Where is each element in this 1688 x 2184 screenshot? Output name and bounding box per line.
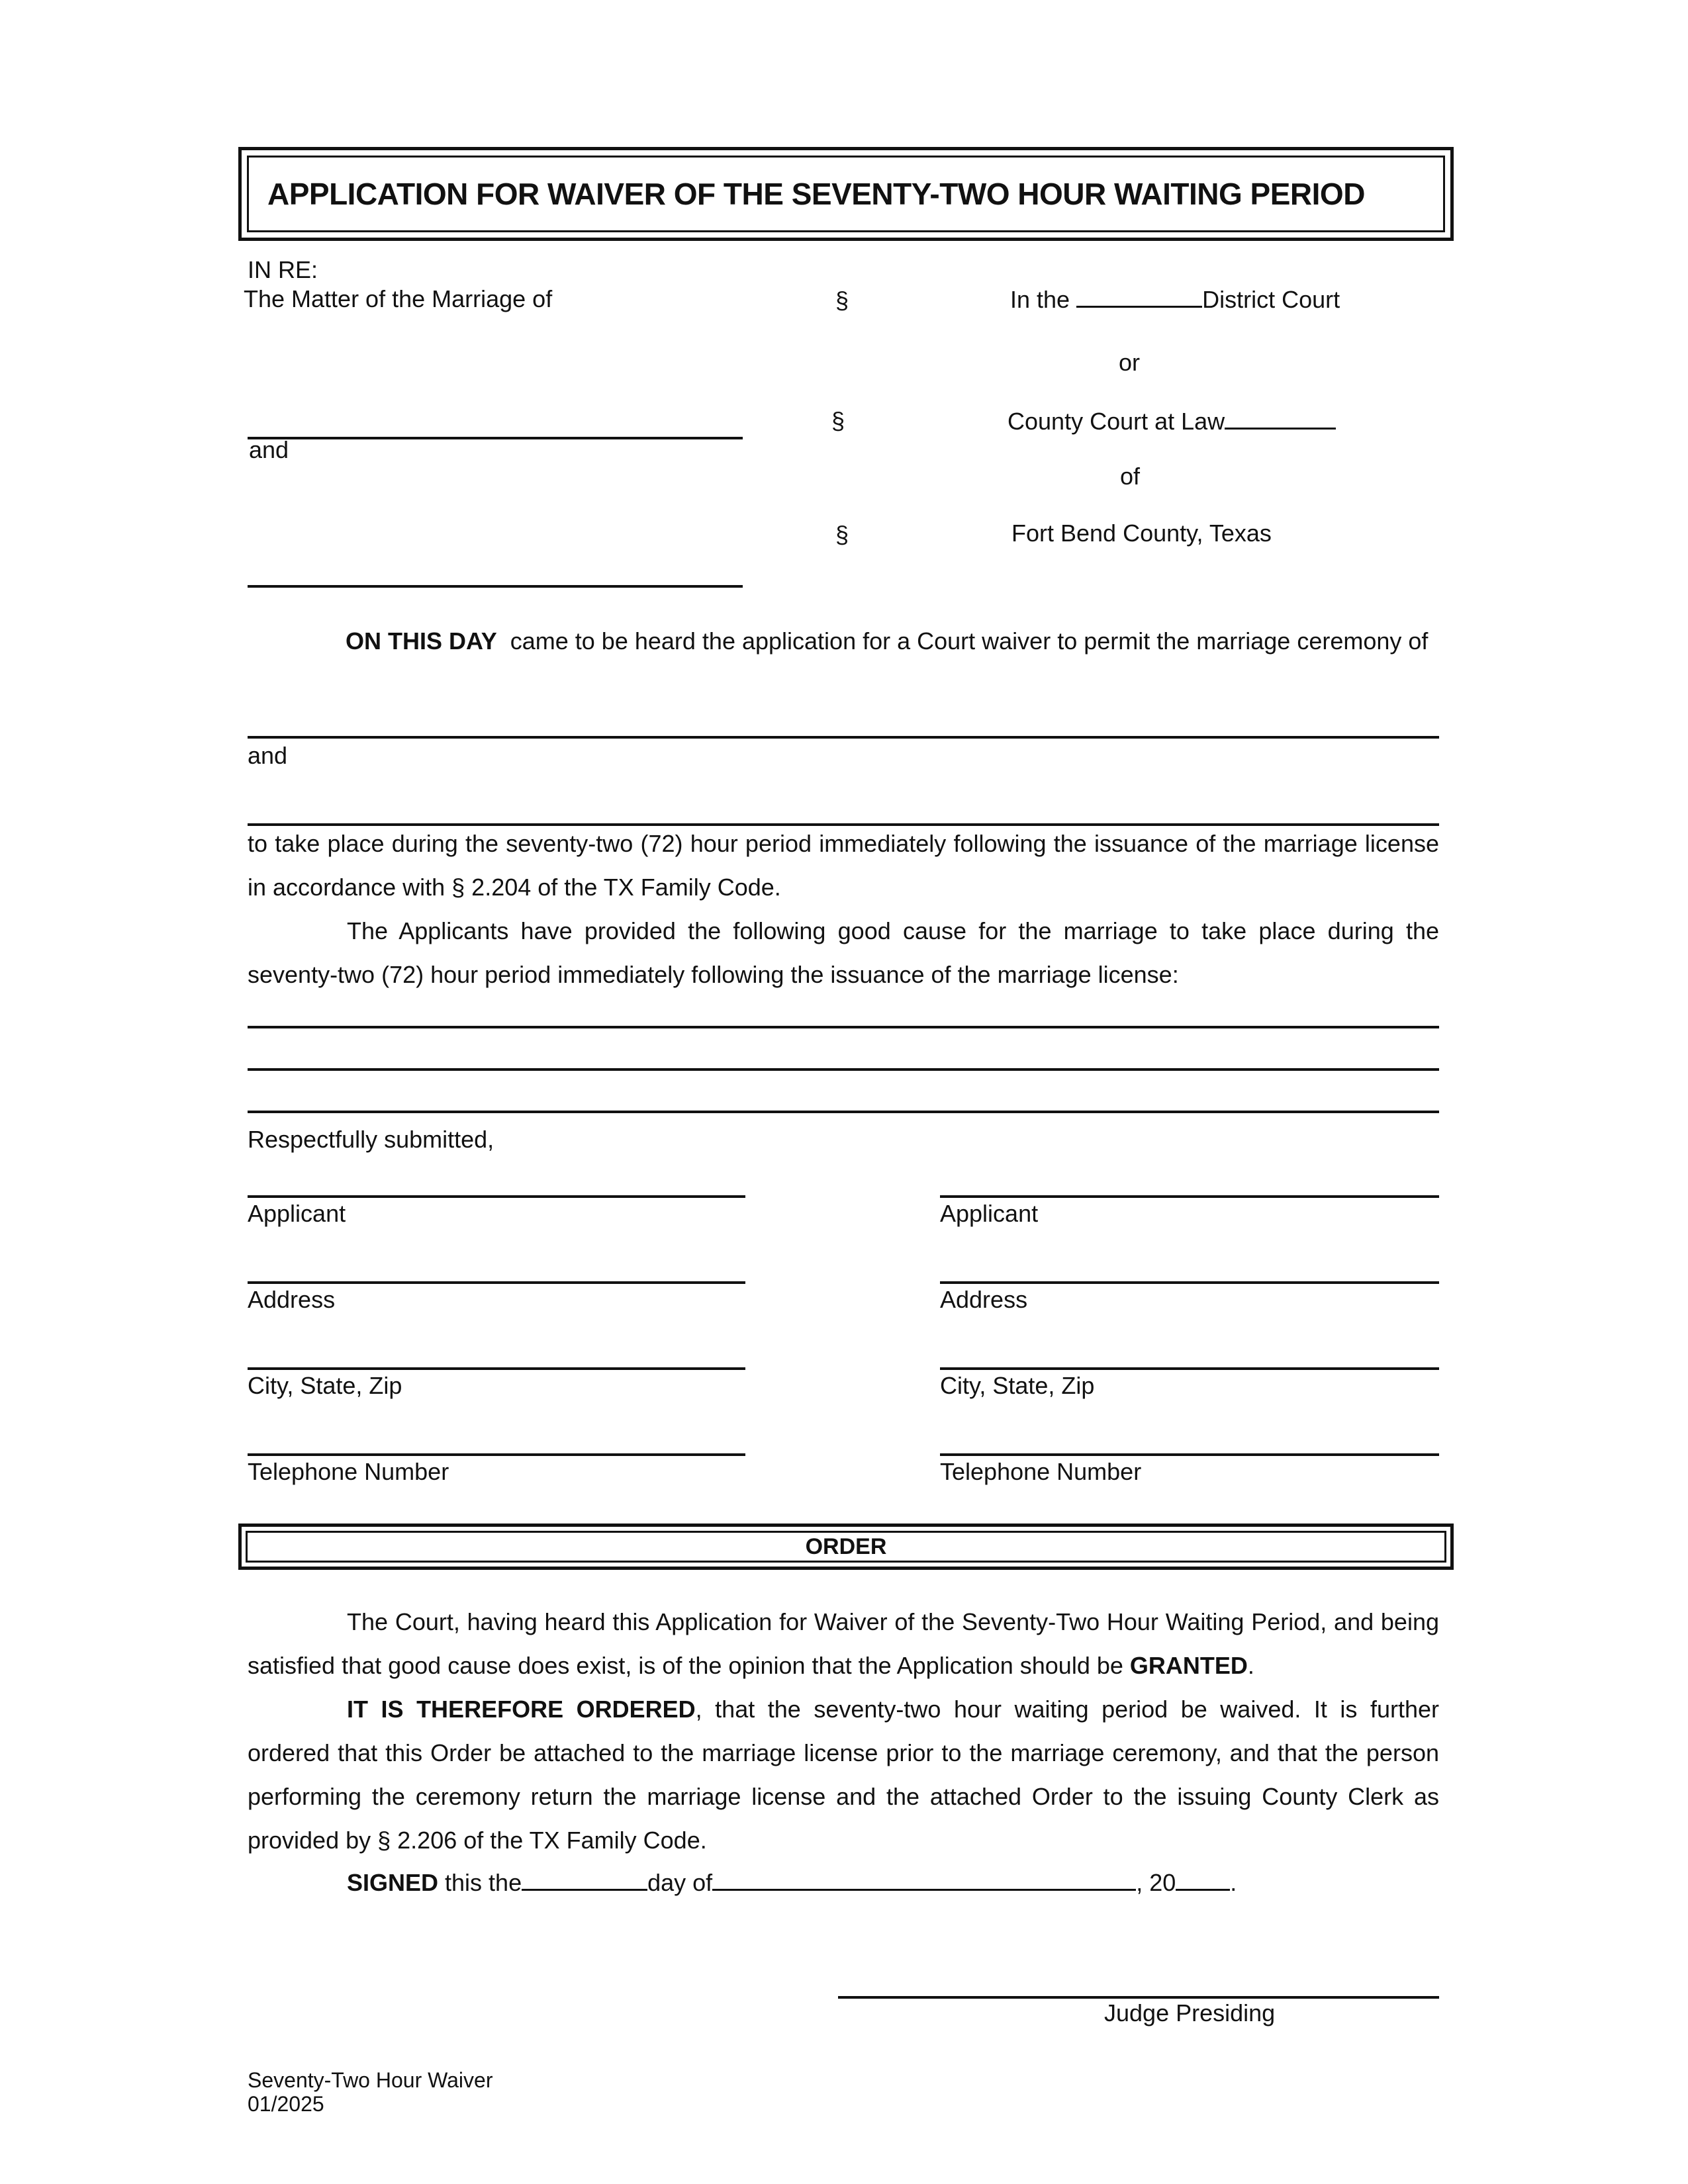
party-one-name-line[interactable] [248, 437, 743, 439]
footer-form-name: Seventy-Two Hour Waiver [248, 2068, 493, 2092]
footer-revision: 01/2025 [248, 2092, 324, 2116]
applicant-1-label: Applicant [248, 1200, 346, 1227]
respectfully-submitted: Respectfully submitted, [248, 1126, 494, 1153]
applicant-1-signature-line[interactable] [248, 1195, 745, 1198]
in-the-line [1010, 285, 1340, 314]
applicant-2-telephone-label: Telephone Number [940, 1458, 1142, 1485]
ceremony-party-one-line[interactable] [248, 736, 1439, 739]
order-para-2-text: , that the seventy-two hour waiting period be waived. It is further ordered that this Order be attached to the marriage license prior to the marriage ceremony, and that the person performing the ceremony return the marriage license and the attached Order to the issuing County Clerk as provided by § 2.206 of the TX Family Code. [248, 1696, 1440, 1854]
good-cause-line-1[interactable] [248, 1026, 1439, 1028]
applicant-1-address-label: Address [248, 1286, 336, 1313]
intro-text: came to be heard the application for a Court waiver to permit the marriage ceremony of [510, 627, 1429, 655]
signed-line [248, 1861, 1237, 1905]
district-number-blank[interactable] [1076, 285, 1202, 308]
good-cause-paragraph [248, 909, 1439, 997]
applicant-2-telephone-line[interactable] [940, 1453, 1439, 1456]
good-cause-line-2[interactable] [248, 1068, 1439, 1071]
title-box [238, 147, 1454, 241]
applicant-2-address-line[interactable] [940, 1281, 1439, 1284]
party-two-name-line[interactable] [248, 585, 743, 588]
matter-label: The Matter of the Marriage of [244, 285, 553, 312]
applicant-1-address-line[interactable] [248, 1281, 745, 1284]
order-para-1-text: The Court, having heard this Application for Waiver of the Seventy-Two Hour Waiting Period, and being satisfied that good cause does exist, is of the opinion that the Application should be [248, 1608, 1439, 1679]
county-name: Fort Bend County, Texas [1011, 520, 1272, 547]
section-symbol-1: § [835, 287, 849, 314]
section-symbol-3: § [835, 521, 849, 548]
signed-month-blank[interactable] [712, 1868, 1136, 1891]
good-cause-text: The Applicants have provided the following good cause for the marriage to take place during the seventy-two (72) hour period immediately following the issuance of the marriage license: [248, 917, 1439, 988]
signed-day-blank[interactable] [522, 1868, 647, 1891]
applicant-1-city-line[interactable] [248, 1367, 745, 1370]
applicant-2-city-label: City, State, Zip [940, 1372, 1095, 1399]
of-label: of [1120, 463, 1141, 490]
year-prefix: , 20 [1136, 1869, 1176, 1896]
applicant-2-label: Applicant [940, 1200, 1039, 1227]
judge-presiding-label: Judge Presiding [1104, 1999, 1276, 2026]
district-court-label: District Court [1202, 286, 1340, 313]
signed-bold: SIGNED [347, 1869, 439, 1896]
therefore-ordered-bold: IT IS THEREFORE ORDERED [347, 1696, 696, 1723]
this-the-label: this the [438, 1869, 522, 1896]
or-label: or [1119, 349, 1141, 376]
period-paragraph: to take place during the seventy-two (72) hour period immediately following the issuance of the marriage license in accordance with § 2.204 of the TX Family Code. [248, 830, 1439, 901]
in-re-label: IN RE: [248, 256, 318, 283]
county-court-line [1008, 406, 1336, 436]
applicant-2-address-label: Address [940, 1286, 1028, 1313]
order-heading: ORDER [246, 1531, 1446, 1563]
intro-paragraph: ON THIS DAY came to be heard the application for a Court waiver to permit the marriage ceremony of [346, 627, 1429, 655]
order-paragraph-1 [248, 1600, 1439, 1688]
order-paragraph-2 [248, 1688, 1439, 1862]
caption-and-label: and [249, 436, 289, 463]
applicant-2-city-line[interactable] [940, 1367, 1439, 1370]
signed-end-period: . [1230, 1869, 1237, 1896]
order-box [238, 1524, 1454, 1570]
body-and-label: and [248, 742, 288, 769]
applicant-1-telephone-line[interactable] [248, 1453, 745, 1456]
in-the-label: In the [1010, 286, 1070, 313]
section-symbol-2: § [831, 407, 845, 434]
granted-bold: GRANTED [1129, 1652, 1248, 1679]
applicant-1-telephone-label: Telephone Number [248, 1458, 449, 1485]
order-para-1-period: . [1247, 1652, 1254, 1679]
title-inner-border [247, 156, 1445, 232]
applicant-2-signature-line[interactable] [940, 1195, 1439, 1198]
signed-year-blank[interactable] [1176, 1868, 1230, 1891]
county-court-number-blank[interactable] [1225, 406, 1336, 430]
document-title: APPLICATION FOR WAIVER OF THE SEVENTY-TWO HOUR WAITING PERIOD [267, 177, 1365, 211]
applicant-1-city-label: City, State, Zip [248, 1372, 402, 1399]
day-of-label: day of [647, 1869, 713, 1896]
county-court-label: County Court at Law [1008, 408, 1225, 435]
good-cause-line-3[interactable] [248, 1111, 1439, 1113]
